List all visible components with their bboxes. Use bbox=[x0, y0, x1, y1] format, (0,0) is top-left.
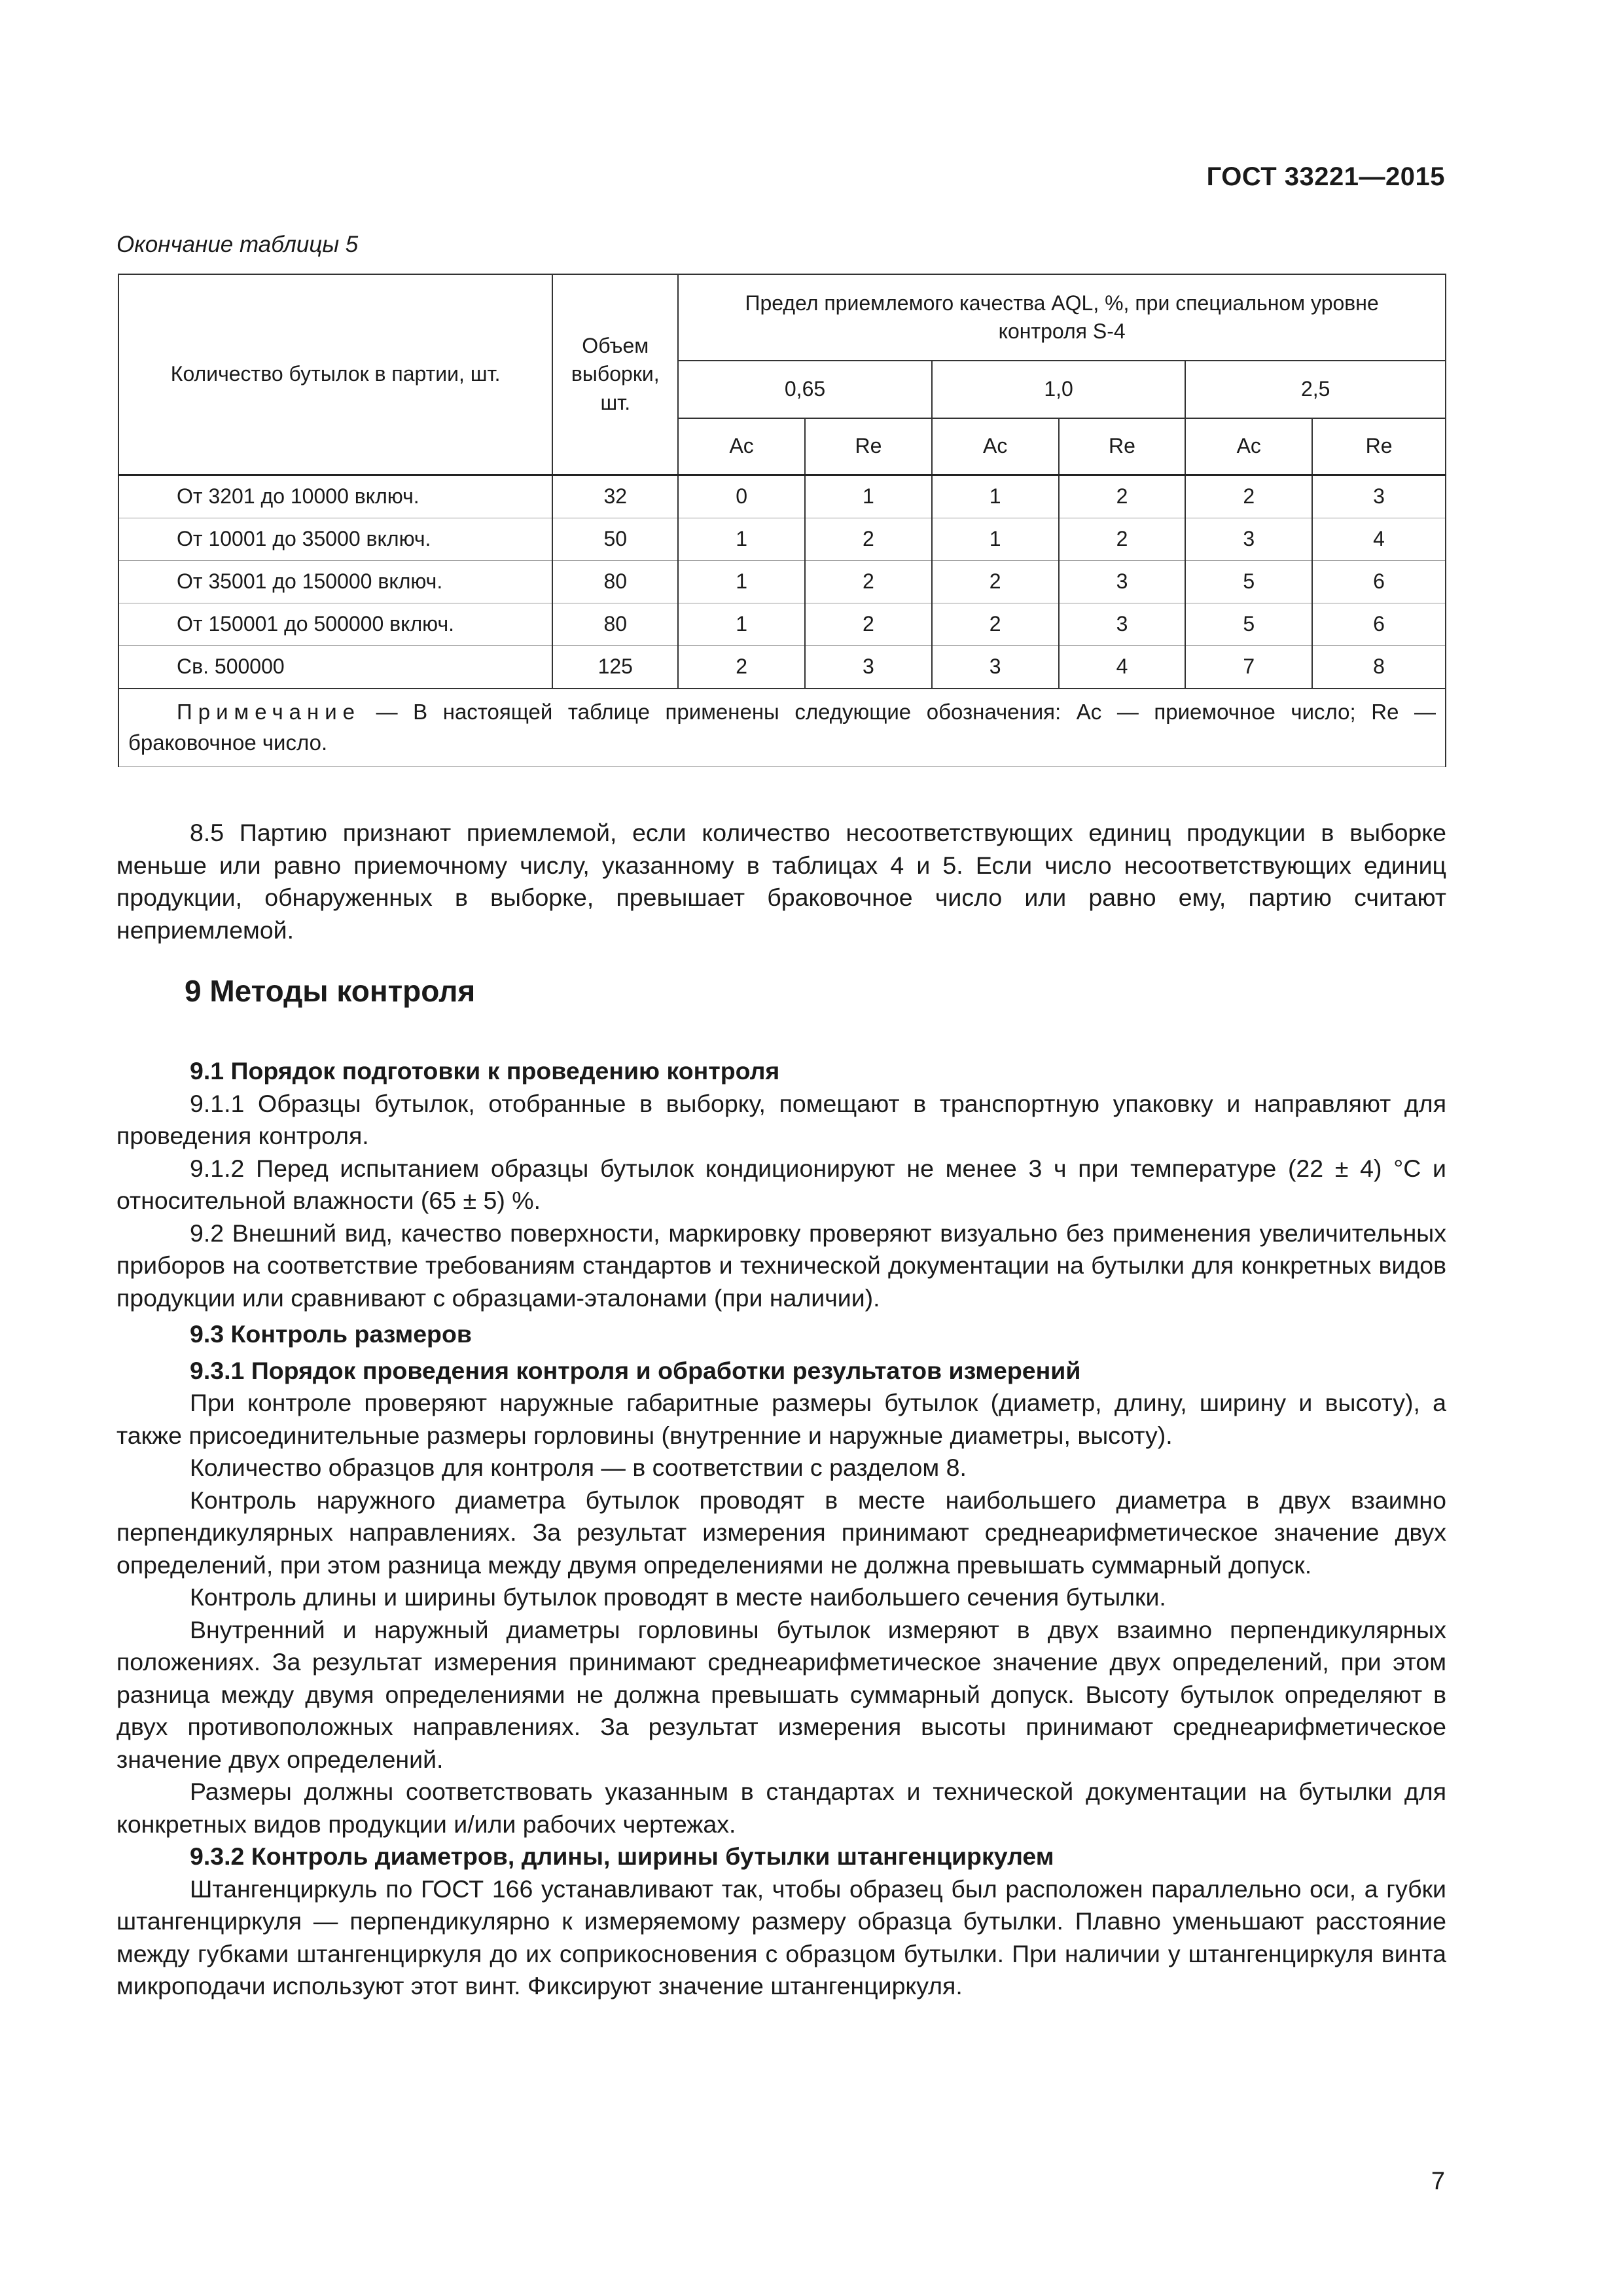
paragraph-caliper: Штангенциркуль по ГОСТ 166 устанавливают так, чтобы образец был расположен параллельно оси, а губки штангенциркуля — перпендикулярно к измеряемому размеру образца бутылки. Плавно уменьшают расстояние между губками штангенциркуля до их соприкосновения с образцом бутылки. При наличии у штангенциркуля винта микроподачи используют этот винт. Фиксируют значение штангенциркуля. bbox=[116, 1874, 1446, 2000]
cell-value: 1 bbox=[932, 518, 1059, 561]
cell-value: 1 bbox=[805, 475, 932, 518]
section-9-body bbox=[116, 1055, 1446, 2003]
header-re: Re bbox=[1312, 418, 1446, 475]
cell-sample: 50 bbox=[552, 518, 678, 561]
note-text: — В настоящей таблице применены следующие обозначения: Ac — приемочное число; Re — браковочное число. bbox=[128, 700, 1436, 755]
table-row bbox=[118, 603, 1446, 646]
cell-value: 1 bbox=[932, 475, 1059, 518]
body-text bbox=[116, 817, 1446, 946]
cell-value: 3 bbox=[1185, 518, 1312, 561]
cell-value: 2 bbox=[1059, 475, 1186, 518]
paragraph-outer-diameter: Контроль наружного диаметра бутылок проводят в месте наибольшего диаметра в двух взаимно перпендикулярных направлениях. За результат измерения принимают среднеарифметическое значение двух определений, при этом разница между двумя определениями не должна превышать суммарный допуск. bbox=[116, 1486, 1446, 1579]
cell-value: 2 bbox=[1059, 518, 1186, 561]
cell-count: Св. 500000 bbox=[118, 646, 552, 689]
section-heading-9: 9 Методы контроля bbox=[185, 974, 476, 1008]
cell-sample: 80 bbox=[552, 603, 678, 646]
cell-value: 3 bbox=[1059, 561, 1186, 603]
subsection-heading-9-3-2: 9.3.2 Контроль диаметров, длины, ширины бутылки штангенциркулем bbox=[190, 1842, 1054, 1870]
paragraph-length-width: Контроль длины и ширины бутылок проводят в месте наибольшего сечения бутылки. bbox=[190, 1583, 1166, 1611]
cell-value: 8 bbox=[1312, 646, 1446, 689]
header-level-2: 1,0 bbox=[932, 361, 1186, 418]
cell-value: 2 bbox=[805, 561, 932, 603]
cell-value: 6 bbox=[1312, 561, 1446, 603]
cell-count: От 150001 до 500000 включ. bbox=[118, 603, 552, 646]
cell-value: 2 bbox=[932, 561, 1059, 603]
cell-value: 6 bbox=[1312, 603, 1446, 646]
cell-value: 1 bbox=[678, 518, 805, 561]
paragraph-dimensions-compliance: Размеры должны соответствовать указанным в стандартах и технической документации на бутылки для конкретных видов продукции и/или рабочих чертежах. bbox=[116, 1778, 1446, 1838]
paragraph-9-1-2: 9.1.2 Перед испытанием образцы бутылок кондиционируют не менее 3 ч при температуре (22 ± 4) °С и относительной влажности (65 ± 5) %. bbox=[116, 1154, 1446, 1214]
section-9-heading-block bbox=[116, 975, 1446, 1008]
cell-value: 3 bbox=[1312, 475, 1446, 518]
table-row bbox=[118, 475, 1446, 518]
header-level-1: 0,65 bbox=[678, 361, 932, 418]
paragraph-sample-count: Количество образцов для контроля — в соответствии с разделом 8. bbox=[190, 1454, 967, 1481]
subsection-heading-9-3: 9.3 Контроль размеров bbox=[190, 1320, 472, 1348]
cell-value: 2 bbox=[805, 518, 932, 561]
header-level-3: 2,5 bbox=[1185, 361, 1446, 418]
header-sample-size: Объем выборки, шт. bbox=[552, 274, 678, 475]
paragraph-measure-dimensions: При контроле проверяют наружные габаритные размеры бутылок (диаметр, длину, ширину и высоту), а также присоединительные размеры горловины (внутренние и наружные диаметры, высоту). bbox=[116, 1389, 1446, 1449]
cell-value: 3 bbox=[932, 646, 1059, 689]
cell-value: 4 bbox=[1312, 518, 1446, 561]
cell-count: От 35001 до 150000 включ. bbox=[118, 561, 552, 603]
cell-value: 2 bbox=[1185, 475, 1312, 518]
header-bottle-count: Количество бутылок в партии, шт. bbox=[118, 274, 552, 475]
cell-value: 2 bbox=[678, 646, 805, 689]
cell-value: 3 bbox=[1059, 603, 1186, 646]
cell-value: 4 bbox=[1059, 646, 1186, 689]
cell-value: 1 bbox=[678, 561, 805, 603]
table-caption: Окончание таблицы 5 bbox=[116, 232, 359, 257]
document-code: ГОСТ 33221—2015 bbox=[1206, 162, 1445, 191]
table-5 bbox=[118, 274, 1446, 767]
cell-value: 3 bbox=[805, 646, 932, 689]
cell-value: 5 bbox=[1185, 603, 1312, 646]
cell-count: От 10001 до 35000 включ. bbox=[118, 518, 552, 561]
table-row bbox=[118, 561, 1446, 603]
cell-sample: 80 bbox=[552, 561, 678, 603]
cell-sample: 125 bbox=[552, 646, 678, 689]
subsection-heading-9-1: 9.1 Порядок подготовки к проведению контроля bbox=[190, 1057, 780, 1085]
cell-count: От 3201 до 10000 включ. bbox=[118, 475, 552, 518]
table-note-row bbox=[118, 689, 1446, 766]
header-ac: Ac bbox=[1185, 418, 1312, 475]
cell-value: 2 bbox=[932, 603, 1059, 646]
cell-value: 7 bbox=[1185, 646, 1312, 689]
table-row bbox=[118, 646, 1446, 689]
note-label: Примечание bbox=[177, 700, 361, 724]
cell-value: 2 bbox=[805, 603, 932, 646]
subsection-heading-9-3-1: 9.3.1 Порядок проведения контроля и обработки результатов измерений bbox=[190, 1356, 1081, 1384]
cell-sample: 32 bbox=[552, 475, 678, 518]
page-number: 7 bbox=[1431, 2168, 1445, 2195]
header-aql: Предел приемлемого качества AQL, %, при специальном уровне контроля S-4 bbox=[678, 274, 1446, 361]
header-re: Re bbox=[805, 418, 932, 475]
paragraph-9-2: 9.2 Внешний вид, качество поверхности, маркировку проверяют визуально без применения увеличительных приборов на соответствие требованиям стандартов и технической документации на бутылки для конкретных видов продукции или сравнивают с образцами-эталонами (при наличии). bbox=[116, 1219, 1446, 1312]
paragraph-9-1-1: 9.1.1 Образцы бутылок, отобранные в выборку, помещают в транспортную упаковку и направляют для проведения контроля. bbox=[116, 1089, 1446, 1149]
paragraph-8-5: 8.5 Партию признают приемлемой, если количество несоответствующих единиц продукции в выборке меньше или равно приемочному числу, указанному в таблицах 4 и 5. Если число несоответствующих единиц продукции, обнаруженных в выборке, превышает браковочное число или равно ему, партию считают неприемлемой. bbox=[116, 819, 1446, 944]
table-row bbox=[118, 518, 1446, 561]
header-re: Re bbox=[1059, 418, 1186, 475]
paragraph-neck-diameters: Внутренний и наружный диаметры горловины бутылок измеряют в двух взаимно перпендикулярных положениях. За результат измерения принимают среднеарифметическое значение двух определений, при этом разница между двумя определениями не должна превышать суммарный допуск. Высоту бутылок определяют в двух противоположных направлениях. За результат измерения высоты принимают среднеарифметическое значение двух определений. bbox=[116, 1615, 1446, 1773]
header-ac: Ac bbox=[932, 418, 1059, 475]
cell-value: 1 bbox=[678, 603, 805, 646]
cell-value: 0 bbox=[678, 475, 805, 518]
header-ac: Ac bbox=[678, 418, 805, 475]
cell-value: 5 bbox=[1185, 561, 1312, 603]
table-note bbox=[118, 689, 1446, 766]
